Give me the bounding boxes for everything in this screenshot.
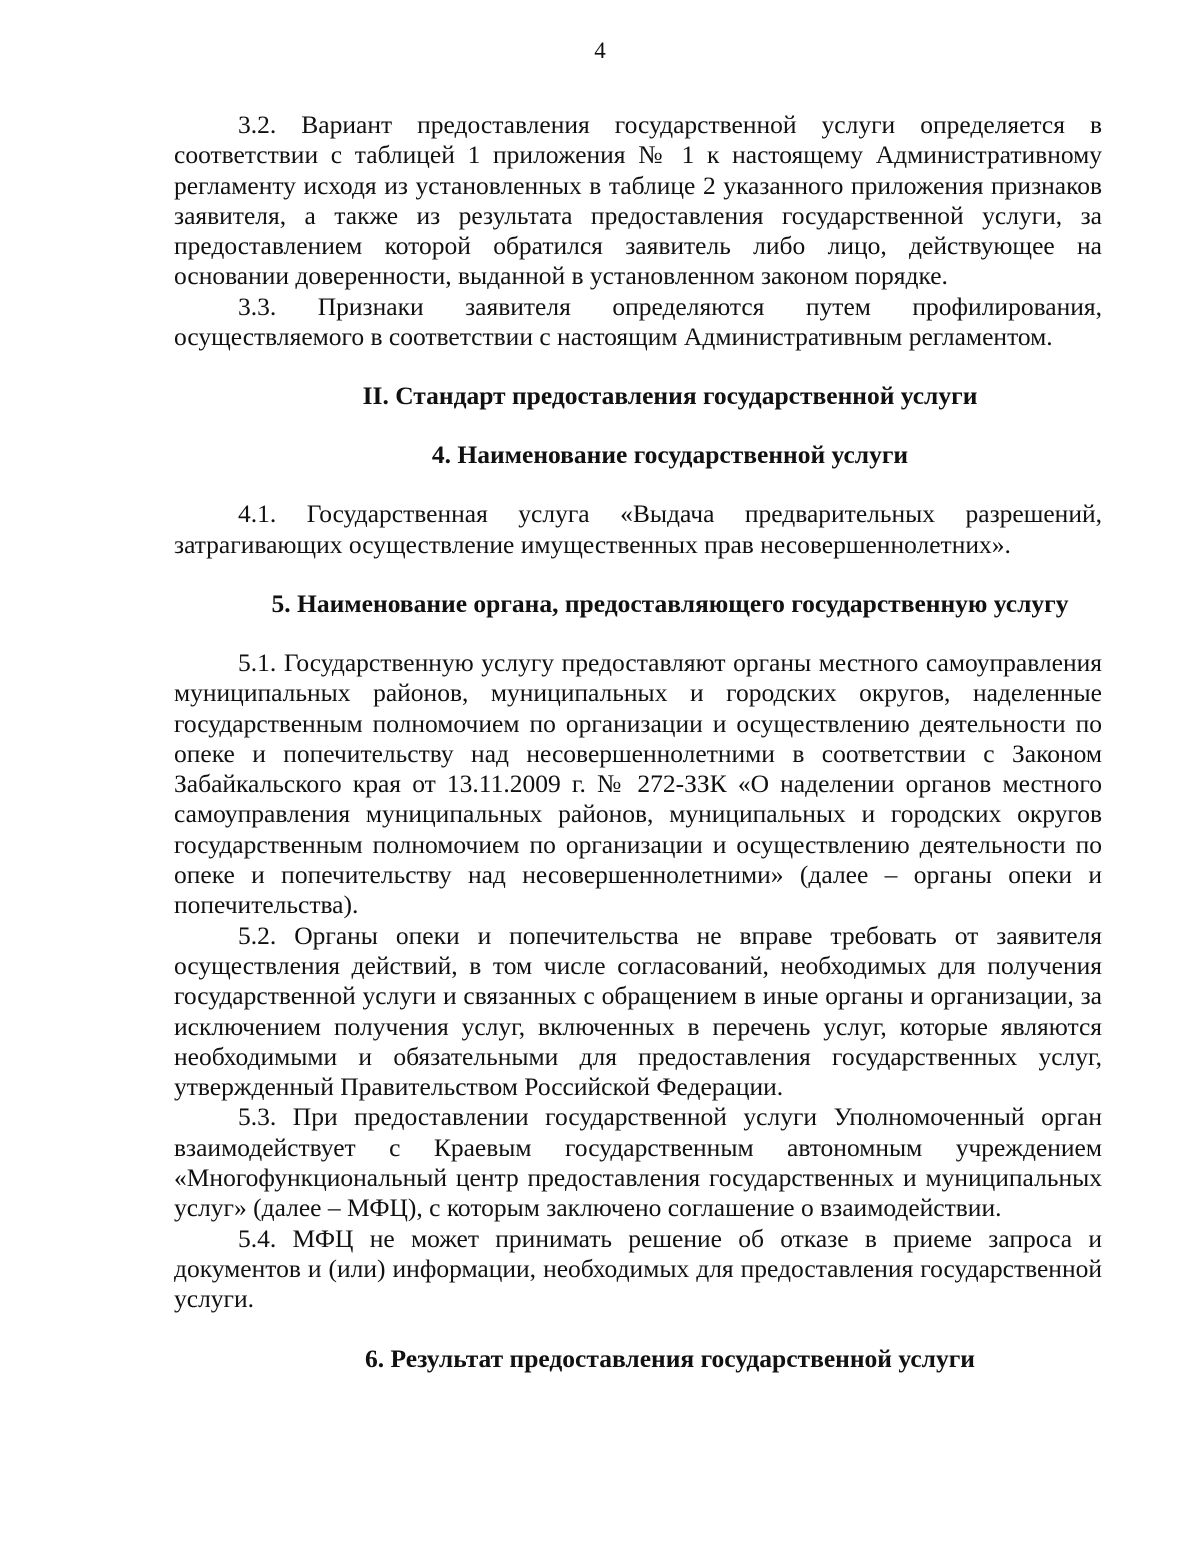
paragraph-3-2: 3.2. Вариант предоставления государственной услуги определяется в соответствии с таблицей 1 приложения № 1 к настоящему Административному регламенту исходя из установленных в таблице 2 указанного приложения признаков заявителя, а также из результата предоставления государственной услуги, за предоставлением которой обратился заявитель либо лицо, действующее на основании доверенности, выданной в установленном законом порядке.	[174, 110, 1102, 291]
heading-4: 4. Наименование государственной услуги	[431, 440, 909, 470]
section-heading-ii: II. Стандарт предоставления государственной услуги	[362, 381, 978, 411]
paragraph-3-3: 3.3. Признаки заявителя определяются путем профилирования, осуществляемого в соответствии с настоящим Административным регламентом.	[174, 291, 1102, 352]
heading-6: 6. Результат предоставления государственной услуги	[365, 1343, 975, 1373]
paragraph-4-1: 4.1. Государственная услуга «Выдача предварительных разрешений, затрагивающих осуществление имущественных прав несовершеннолетних».	[174, 499, 1102, 559]
paragraph-5-2: 5.2. Органы опеки и попечительства не вправе требовать от заявителя осуществления действий, в том числе согласований, необходимых для получения государственной услуги и связанных с обращением в иные органы и организации, за исключением получения услуг, включенных в перечень услуг, которые являются необходимыми и обязательными для предоставления государственных услуг, утвержденный Правительством Российской Федерации.	[174, 920, 1102, 1102]
document-body	[174, 110, 1102, 1374]
paragraph-5-4: 5.4. МФЦ не может принимать решение об отказе в приеме запроса и документов и (или) информации, необходимых для предоставления государственной услуги.	[174, 1223, 1102, 1314]
heading-5: 5. Наименование органа, предоставляющего государственную услугу	[271, 588, 1069, 618]
paragraph-5-1: 5.1. Государственную услугу предоставляют органы местного самоуправления муниципальных районов, муниципальных и городских округов, наделенные государственным полномочием по организации и осуществлению деятельности по опеке и попечительству над несовершеннолетними в соответствии с Законом Забайкальского края от 13.11.2009 г. № 272-ЗЗК «О наделении органов местного самоуправления муниципальных районов, муниципальных и городских округов государственным полномочием по организации и осуществлению деятельности по опеке и попечительству над несовершеннолетними» (далее – органы опеки и попечительства).	[174, 647, 1102, 920]
paragraph-5-3: 5.3. При предоставлении государственной услуги Уполномоченный орган взаимодействует с Краевым государственным автономным учреждением «Многофункциональный центр предоставления государственных и муниципальных услуг» (далее – МФЦ), с которым заключено соглашение о взаимодействии.	[174, 1102, 1102, 1223]
page-number: 4	[594, 38, 606, 63]
